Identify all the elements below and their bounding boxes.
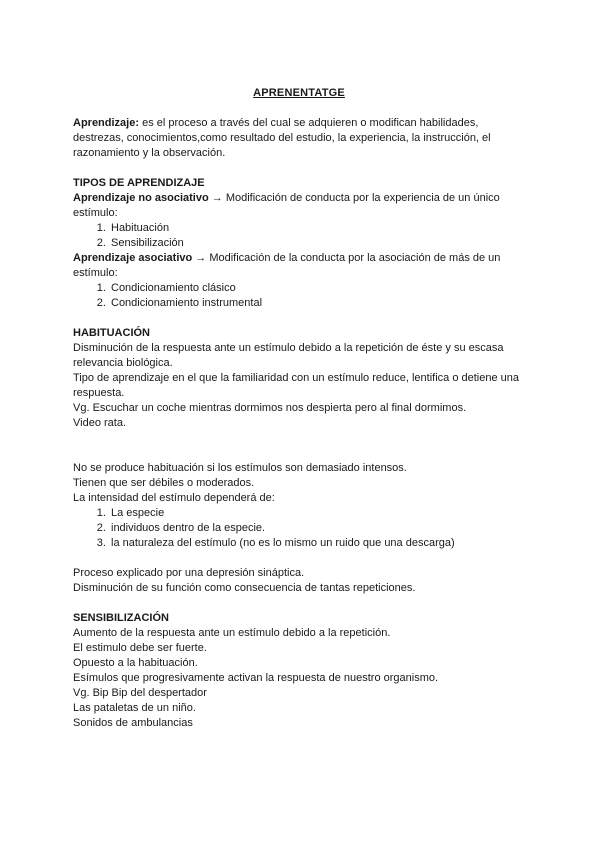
asociativo-term: Aprendizaje asociativo: [73, 252, 193, 264]
paragraph-line: Aumento de la respuesta ante un estímulo debido a la repetición.: [73, 627, 391, 639]
habituacion-heading: HABITUACIÓN: [73, 327, 150, 339]
asociativo-list: [73, 281, 525, 311]
list-item: 1. Condicionamiento clásico: [109, 281, 525, 296]
paragraph-line: Disminución de su función como consecuencia de tantas repeticiones.: [73, 582, 416, 594]
intro-paragraph: [73, 116, 525, 161]
asociativo-paragraph: [73, 251, 525, 281]
document-page: [73, 86, 525, 731]
paragraph-line: Disminución de la respuesta ante un estímulo debido a la repetición de éste y su escasa relevancia biológica.: [73, 342, 504, 369]
list-item: 1. La especie: [109, 506, 525, 521]
list-item: 2. Condicionamiento instrumental: [109, 296, 525, 311]
no-asociativo-text: → Modificación de conducta por la experiencia de un único estímulo:: [73, 192, 500, 219]
paragraph-line: Vg. Escuchar un coche mientras dormimos nos despierta pero al final dormimos.: [73, 402, 467, 414]
intensidad-list: [73, 506, 525, 551]
no-asociativo-list: [73, 221, 525, 251]
paragraph-line: Vg. Bip Bip del despertador: [73, 687, 207, 699]
paragraph-line: Las pataletas de un niño.: [73, 702, 196, 714]
tipos-heading: TIPOS DE APRENDIZAJE: [73, 177, 205, 189]
list-item: 2. individuos dentro de la especie.: [109, 521, 525, 536]
paragraph-line: Sonidos de ambulancias: [73, 717, 193, 729]
list-item: 1. Habituación: [109, 221, 525, 236]
paragraph-line: El estimulo debe ser fuerte.: [73, 642, 207, 654]
paragraph-line: Proceso explicado por una depresión sináptica.: [73, 567, 305, 579]
list-item: 2. Sensibilización: [109, 236, 525, 251]
no-asociativo-paragraph: [73, 191, 525, 221]
sensibilizacion-heading: SENSIBILIZACIÓN: [73, 612, 169, 624]
paragraph-line: Opuesto a la habituación.: [73, 657, 198, 669]
no-asociativo-term: Aprendizaje no asociativo: [73, 192, 209, 204]
list-item: 3. la naturaleza del estímulo (no es lo mismo un ruido que una descarga): [109, 536, 525, 551]
paragraph-line: Video rata.: [73, 417, 127, 429]
paragraph-line: Esímulos que progresivamente activan la respuesta de nuestro organismo.: [73, 672, 439, 684]
paragraph-line: Tienen que ser débiles o moderados.: [73, 477, 255, 489]
intro-text: es el proceso a través del cual se adquieren o modifican habilidades, destrezas, conocimientos,como resultado del estudio, la experiencia, la instrucción, el razonamiento y la observación.: [73, 117, 491, 159]
paragraph-line: No se produce habituación si los estímulos son demasiado intensos.: [73, 462, 407, 474]
intro-term: Aprendizaje:: [73, 117, 140, 129]
asociativo-text: → Modificación de la conducta por la asociación de más de un estímulo:: [73, 252, 501, 279]
paragraph-line: La intensidad del estímulo dependerá de:: [73, 492, 275, 504]
document-title: APRENENTATGE: [253, 87, 345, 99]
paragraph-line: Tipo de aprendizaje en el que la familiaridad con un estímulo reduce, lentifica o detiene una respuesta.: [73, 372, 519, 399]
